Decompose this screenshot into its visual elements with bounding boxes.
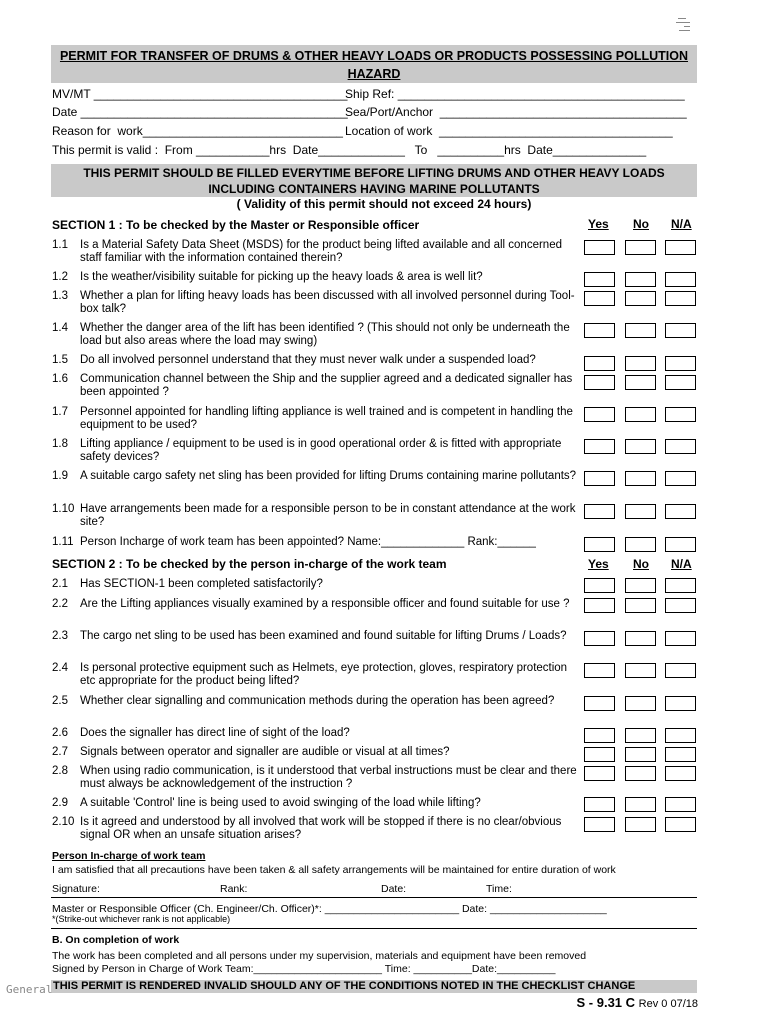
item-2-10-yes-checkbox[interactable] [584, 817, 615, 832]
rank-label[interactable]: Rank: [220, 883, 248, 895]
item-number: 1.11 [52, 536, 74, 548]
item-1-4-yes-checkbox[interactable] [584, 323, 615, 338]
item-1-3-na-checkbox[interactable] [665, 291, 696, 306]
completion-statement: The work has been completed and all persons under my supervision, materials and equipment have been removed [52, 950, 587, 962]
ship-ref-field[interactable]: Ship Ref: ___________________________________________ [345, 87, 685, 101]
item-2-6-na-checkbox[interactable] [665, 728, 696, 743]
col-no-1: No [633, 217, 649, 231]
item-number: 1.9 [52, 470, 68, 482]
item-1-4-na-checkbox[interactable] [665, 323, 696, 338]
item-2-7-yes-checkbox[interactable] [584, 747, 615, 762]
item-2-9-na-checkbox[interactable] [665, 797, 696, 812]
item-text: Whether clear signalling and communication methods during the operation has been agreed? [80, 695, 555, 707]
item-2-2-yes-checkbox[interactable] [584, 598, 615, 613]
sea-port-field[interactable]: Sea/Port/Anchor _____________________________________ [345, 105, 687, 119]
item-text: The cargo net sling to be used has been examined and found suitable for lifting Drums / Loads? [80, 630, 567, 642]
item-number: 2.4 [52, 662, 68, 674]
item-2-4-yes-checkbox[interactable] [584, 663, 615, 678]
item-1-7-yes-checkbox[interactable] [584, 407, 615, 422]
item-1-10-yes-checkbox[interactable] [584, 504, 615, 519]
col-yes-2: Yes [588, 557, 609, 571]
date-field[interactable]: Date ________________________________________ [52, 105, 348, 119]
item-2-8-na-checkbox[interactable] [665, 766, 696, 781]
item-1-9-na-checkbox[interactable] [665, 471, 696, 486]
item-2-2-no-checkbox[interactable] [625, 598, 656, 613]
master-signoff[interactable]: Master or Responsible Officer (Ch. Engineer/Ch. Officer)*: _______________________ Date: ____________________ [52, 903, 607, 915]
item-2-7-na-checkbox[interactable] [665, 747, 696, 762]
item-1-2-no-checkbox[interactable] [625, 272, 656, 287]
item-2-8-no-checkbox[interactable] [625, 766, 656, 781]
notice-line-1: THIS PERMIT SHOULD BE FILLED EVERYTIME BEFORE LIFTING DRUMS AND OTHER HEAVY LOADS [83, 166, 665, 180]
corner-mark [676, 16, 692, 36]
item-1-5-yes-checkbox[interactable] [584, 356, 615, 371]
incharge-heading: Person In-charge of work team [52, 850, 206, 862]
item-1-6-yes-checkbox[interactable] [584, 375, 615, 390]
item-text: Does the signaller has direct line of sight of the load? [80, 727, 350, 739]
item-text: Communication channel between the Ship and the supplier agreed and a dedicated signaller has been appointed ? [80, 373, 573, 398]
item-number: 1.3 [52, 290, 68, 302]
item-2-9-no-checkbox[interactable] [625, 797, 656, 812]
item-1-1-yes-checkbox[interactable] [584, 240, 615, 255]
item-text: Is personal protective equipment such as Helmets, eye protection, gloves, respiratory protection etc appropriate for the product being lifted? [80, 662, 568, 687]
item-text: Have arrangements been made for a responsible person to be in constant attendance at the work site? [80, 503, 576, 528]
item-text: Person Incharge of work team has been appointed? Name:_____________ Rank:______ [80, 536, 536, 548]
item-2-1-no-checkbox[interactable] [625, 578, 656, 593]
item-text: Are the Lifting appliances visually examined by a responsible officer and found suitable for use ? [80, 598, 570, 610]
item-text: Lifting appliance / equipment to be used is in good operational order & is fitted with appropriate safety devices? [80, 438, 562, 463]
item-2-4-no-checkbox[interactable] [625, 663, 656, 678]
item-text: A suitable cargo safety net sling has been provided for lifting Drums containing marine pollutants? [80, 470, 577, 482]
item-2-3-na-checkbox[interactable] [665, 631, 696, 646]
item-number: 1.10 [52, 503, 75, 515]
item-2-3-no-checkbox[interactable] [625, 631, 656, 646]
location-field[interactable]: Location of work ___________________________________ [345, 124, 673, 138]
item-1-5-no-checkbox[interactable] [625, 356, 656, 371]
item-text: Whether the danger area of the lift has been identified ? (This should not only be underneath the load but also areas where the load may swing) [80, 322, 570, 347]
item-number: 2.8 [52, 765, 68, 777]
item-number: 1.2 [52, 271, 68, 283]
item-2-6-no-checkbox[interactable] [625, 728, 656, 743]
item-2-10-na-checkbox[interactable] [665, 817, 696, 832]
item-2-5-yes-checkbox[interactable] [584, 696, 615, 711]
item-number: 2.2 [52, 598, 68, 610]
item-2-8-yes-checkbox[interactable] [584, 766, 615, 781]
incharge-statement: I am satisfied that all precautions have been taken & all safety arrangements will be maintained for entire duration of work [52, 864, 616, 876]
col-yes-1: Yes [588, 217, 609, 231]
strike-note: *(Strike-out whichever rank is not applicable) [52, 914, 231, 924]
item-number: 2.6 [52, 727, 68, 739]
item-1-4-no-checkbox[interactable] [625, 323, 656, 338]
item-number: 1.7 [52, 406, 68, 418]
item-1-8-yes-checkbox[interactable] [584, 439, 615, 454]
mvmt-field[interactable]: MV/MT ______________________________________ [52, 87, 348, 101]
item-text: Signals between operator and signaller are audible or visual at all times? [80, 746, 450, 758]
item-1-7-na-checkbox[interactable] [665, 407, 696, 422]
item-2-5-no-checkbox[interactable] [625, 696, 656, 711]
item-1-11-na-checkbox[interactable] [665, 537, 696, 552]
item-1-9-yes-checkbox[interactable] [584, 471, 615, 486]
completion-heading: B. On completion of work [52, 934, 180, 946]
signature-label[interactable]: Signature: [52, 883, 100, 895]
item-2-9-yes-checkbox[interactable] [584, 797, 615, 812]
item-text: Whether a plan for lifting heavy loads has been discussed with all involved personnel during Tool-box talk? [80, 290, 575, 315]
item-text: Has SECTION-1 been completed satisfactorily? [80, 578, 323, 590]
item-1-8-na-checkbox[interactable] [665, 439, 696, 454]
item-number: 1.8 [52, 438, 68, 450]
item-1-10-na-checkbox[interactable] [665, 504, 696, 519]
time-label[interactable]: Time: [486, 883, 512, 895]
item-1-11-no-checkbox[interactable] [625, 537, 656, 552]
classification-label: General [6, 983, 53, 996]
notice-line-2: INCLUDING CONTAINERS HAVING MARINE POLLUTANTS [208, 182, 540, 196]
item-number: 1.6 [52, 373, 68, 385]
invalid-notice: THIS PERMIT IS RENDERED INVALID SHOULD ANY OF THE CONDITIONS NOTED IN THE CHECKLIST CHANGE [51, 980, 697, 993]
item-text: Is it agreed and understood by all involved that work will be stopped if there is no clear/obvious signal OR when an unsafe situation arises? [80, 816, 562, 841]
item-text: Is a Material Safety Data Sheet (MSDS) for the product being lifted available and all concerned staff familiar with the information contained therein? [80, 239, 562, 264]
item-text: When using radio communication, is it understood that verbal instructions must be clear and there must always be acknowledgement of the instruction ? [80, 765, 577, 790]
item-1-9-no-checkbox[interactable] [625, 471, 656, 486]
item-number: 1.1 [52, 239, 68, 251]
item-1-2-yes-checkbox[interactable] [584, 272, 615, 287]
item-1-6-na-checkbox[interactable] [665, 375, 696, 390]
item-1-3-no-checkbox[interactable] [625, 291, 656, 306]
divider [51, 928, 697, 929]
item-1-5-na-checkbox[interactable] [665, 356, 696, 371]
item-1-1-no-checkbox[interactable] [625, 240, 656, 255]
reason-field[interactable]: Reason for work______________________________ [52, 124, 343, 138]
permit-title: PERMIT FOR TRANSFER OF DRUMS & OTHER HEAVY LOADS OR PRODUCTS POSSESSING POLLUTION HAZARD [51, 45, 697, 83]
item-1-8-no-checkbox[interactable] [625, 439, 656, 454]
item-text: Personnel appointed for handling lifting appliance is well trained and is competent in handling the equipment to be used? [80, 406, 573, 431]
section2-heading: SECTION 2 : To be checked by the person in-charge of the work team [52, 557, 447, 571]
item-number: 2.3 [52, 630, 68, 642]
divider [51, 897, 697, 898]
doc-revision: Rev 0 07/18 [638, 998, 698, 1010]
item-1-3-yes-checkbox[interactable] [584, 291, 615, 306]
item-2-3-yes-checkbox[interactable] [584, 631, 615, 646]
notice-band [51, 164, 697, 197]
item-number: 2.1 [52, 578, 68, 590]
document-code [577, 995, 698, 1010]
validity-field[interactable]: This permit is valid : From ___________hrs Date_____________ To __________hrs Date______________ [52, 143, 647, 157]
item-1-7-no-checkbox[interactable] [625, 407, 656, 422]
item-2-10-no-checkbox[interactable] [625, 817, 656, 832]
item-1-10-no-checkbox[interactable] [625, 504, 656, 519]
item-number: 2.9 [52, 797, 68, 809]
item-number: 1.4 [52, 322, 68, 334]
doc-code: S - 9.31 C [576, 995, 636, 1010]
item-2-4-na-checkbox[interactable] [665, 663, 696, 678]
item-2-7-no-checkbox[interactable] [625, 747, 656, 762]
item-text: Is the weather/visibility suitable for picking up the heavy loads & area is well lit? [80, 271, 483, 283]
item-2-1-na-checkbox[interactable] [665, 578, 696, 593]
item-text: A suitable 'Control' line is being used to avoid swinging of the load while lifting? [80, 797, 481, 809]
item-2-6-yes-checkbox[interactable] [584, 728, 615, 743]
col-na-1: N/A [671, 217, 692, 231]
item-2-1-yes-checkbox[interactable] [584, 578, 615, 593]
item-2-2-na-checkbox[interactable] [665, 598, 696, 613]
item-number: 2.7 [52, 746, 68, 758]
item-1-6-no-checkbox[interactable] [625, 375, 656, 390]
item-text: Do all involved personnel understand that they must never walk under a suspended load? [80, 354, 536, 366]
item-1-2-na-checkbox[interactable] [665, 272, 696, 287]
date-label[interactable]: Date: [381, 883, 407, 895]
item-number: 2.5 [52, 695, 68, 707]
col-na-2: N/A [671, 557, 692, 571]
item-1-11-yes-checkbox[interactable] [584, 537, 615, 552]
item-1-1-na-checkbox[interactable] [665, 240, 696, 255]
section1-heading: SECTION 1 : To be checked by the Master or Responsible officer [52, 218, 420, 232]
item-2-5-na-checkbox[interactable] [665, 696, 696, 711]
completion-signoff[interactable]: Signed by Person in Charge of Work Team:______________________ Time: __________Date:__________ [52, 963, 556, 975]
col-no-2: No [633, 557, 649, 571]
item-number: 2.10 [52, 816, 75, 828]
validity-notice: ( Validity of this permit should not exceed 24 hours) [236, 197, 532, 211]
item-number: 1.5 [52, 354, 68, 366]
